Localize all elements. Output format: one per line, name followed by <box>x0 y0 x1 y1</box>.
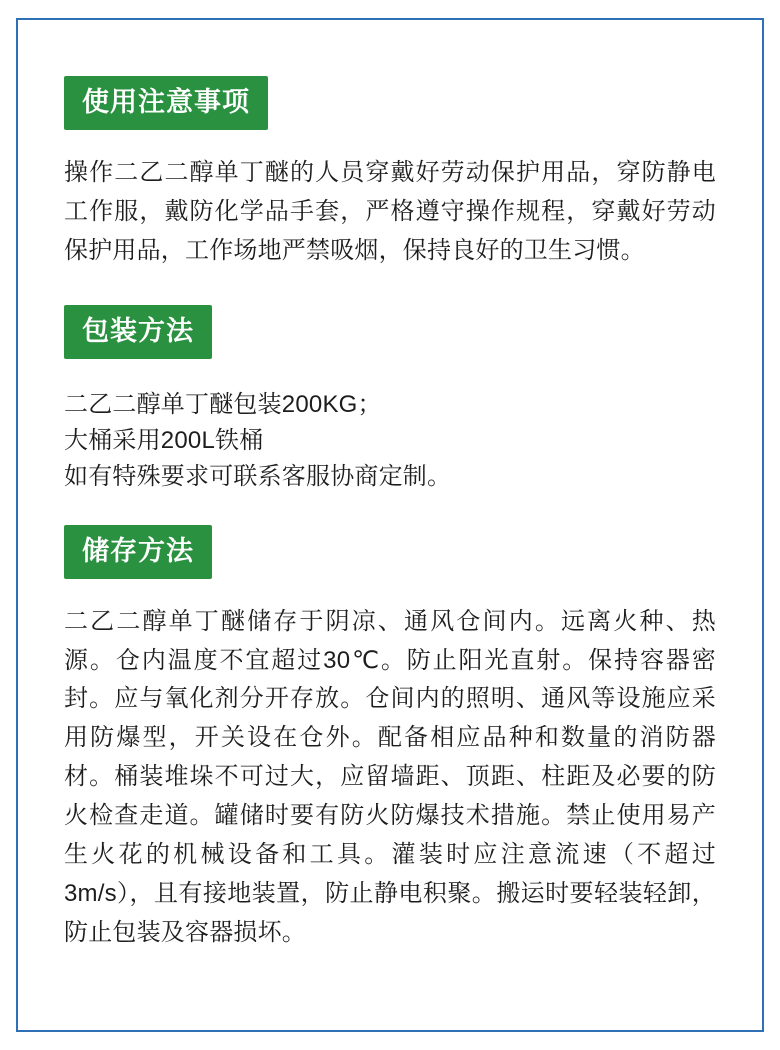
packaging-line-1: 二乙二醇单丁醚包装200KG； <box>64 390 382 418</box>
section-body-usage-notes: 操作二乙二醇单丁醚的人员穿戴好劳动保护用品，穿防静电工作服，戴防化学品手套，严格遵守操作规程，穿戴好劳动保护用品，工作场地严禁吸烟，保持良好的卫生习惯。 <box>64 159 716 264</box>
section-heading-storage: 储存方法 <box>64 525 212 579</box>
section-heading-packaging: 包装方法 <box>64 305 212 359</box>
section-heading-wrap <box>64 525 716 579</box>
section-heading-wrap <box>64 305 716 359</box>
section-body-storage: 二乙二醇单丁醚储存于阴凉、通风仓间内。远离火种、热源。仓内温度不宜超过30℃。防止阳光直射。保持容器密封。应与氧化剂分开存放。仓间内的照明、通风等设施应采用防爆型，开关设在仓外。配备相应品种和数量的消防器材。桶装堆垛不可过大，应留墙距、顶距、柱距及必要的防火检查走道。罐储时要有防火防爆技术措施。禁止使用易产生火花的机械设备和工具。灌装时应注意流速（不超过3m/s），且有接地装置，防止静电积聚。搬运时要轻装轻卸，防止包装及容器损坏。 <box>64 607 716 946</box>
content-card <box>16 18 764 1032</box>
section-body-packaging <box>64 387 716 495</box>
section-usage-notes <box>64 76 716 271</box>
section-packaging <box>64 305 716 495</box>
section-heading-wrap <box>64 76 716 130</box>
section-storage <box>64 525 716 953</box>
packaging-line-2: 大桶采用200L铁桶 <box>64 426 264 454</box>
packaging-line-3: 如有特殊要求可联系客服协商定制。 <box>64 462 452 490</box>
section-heading-usage-notes: 使用注意事项 <box>64 76 268 130</box>
